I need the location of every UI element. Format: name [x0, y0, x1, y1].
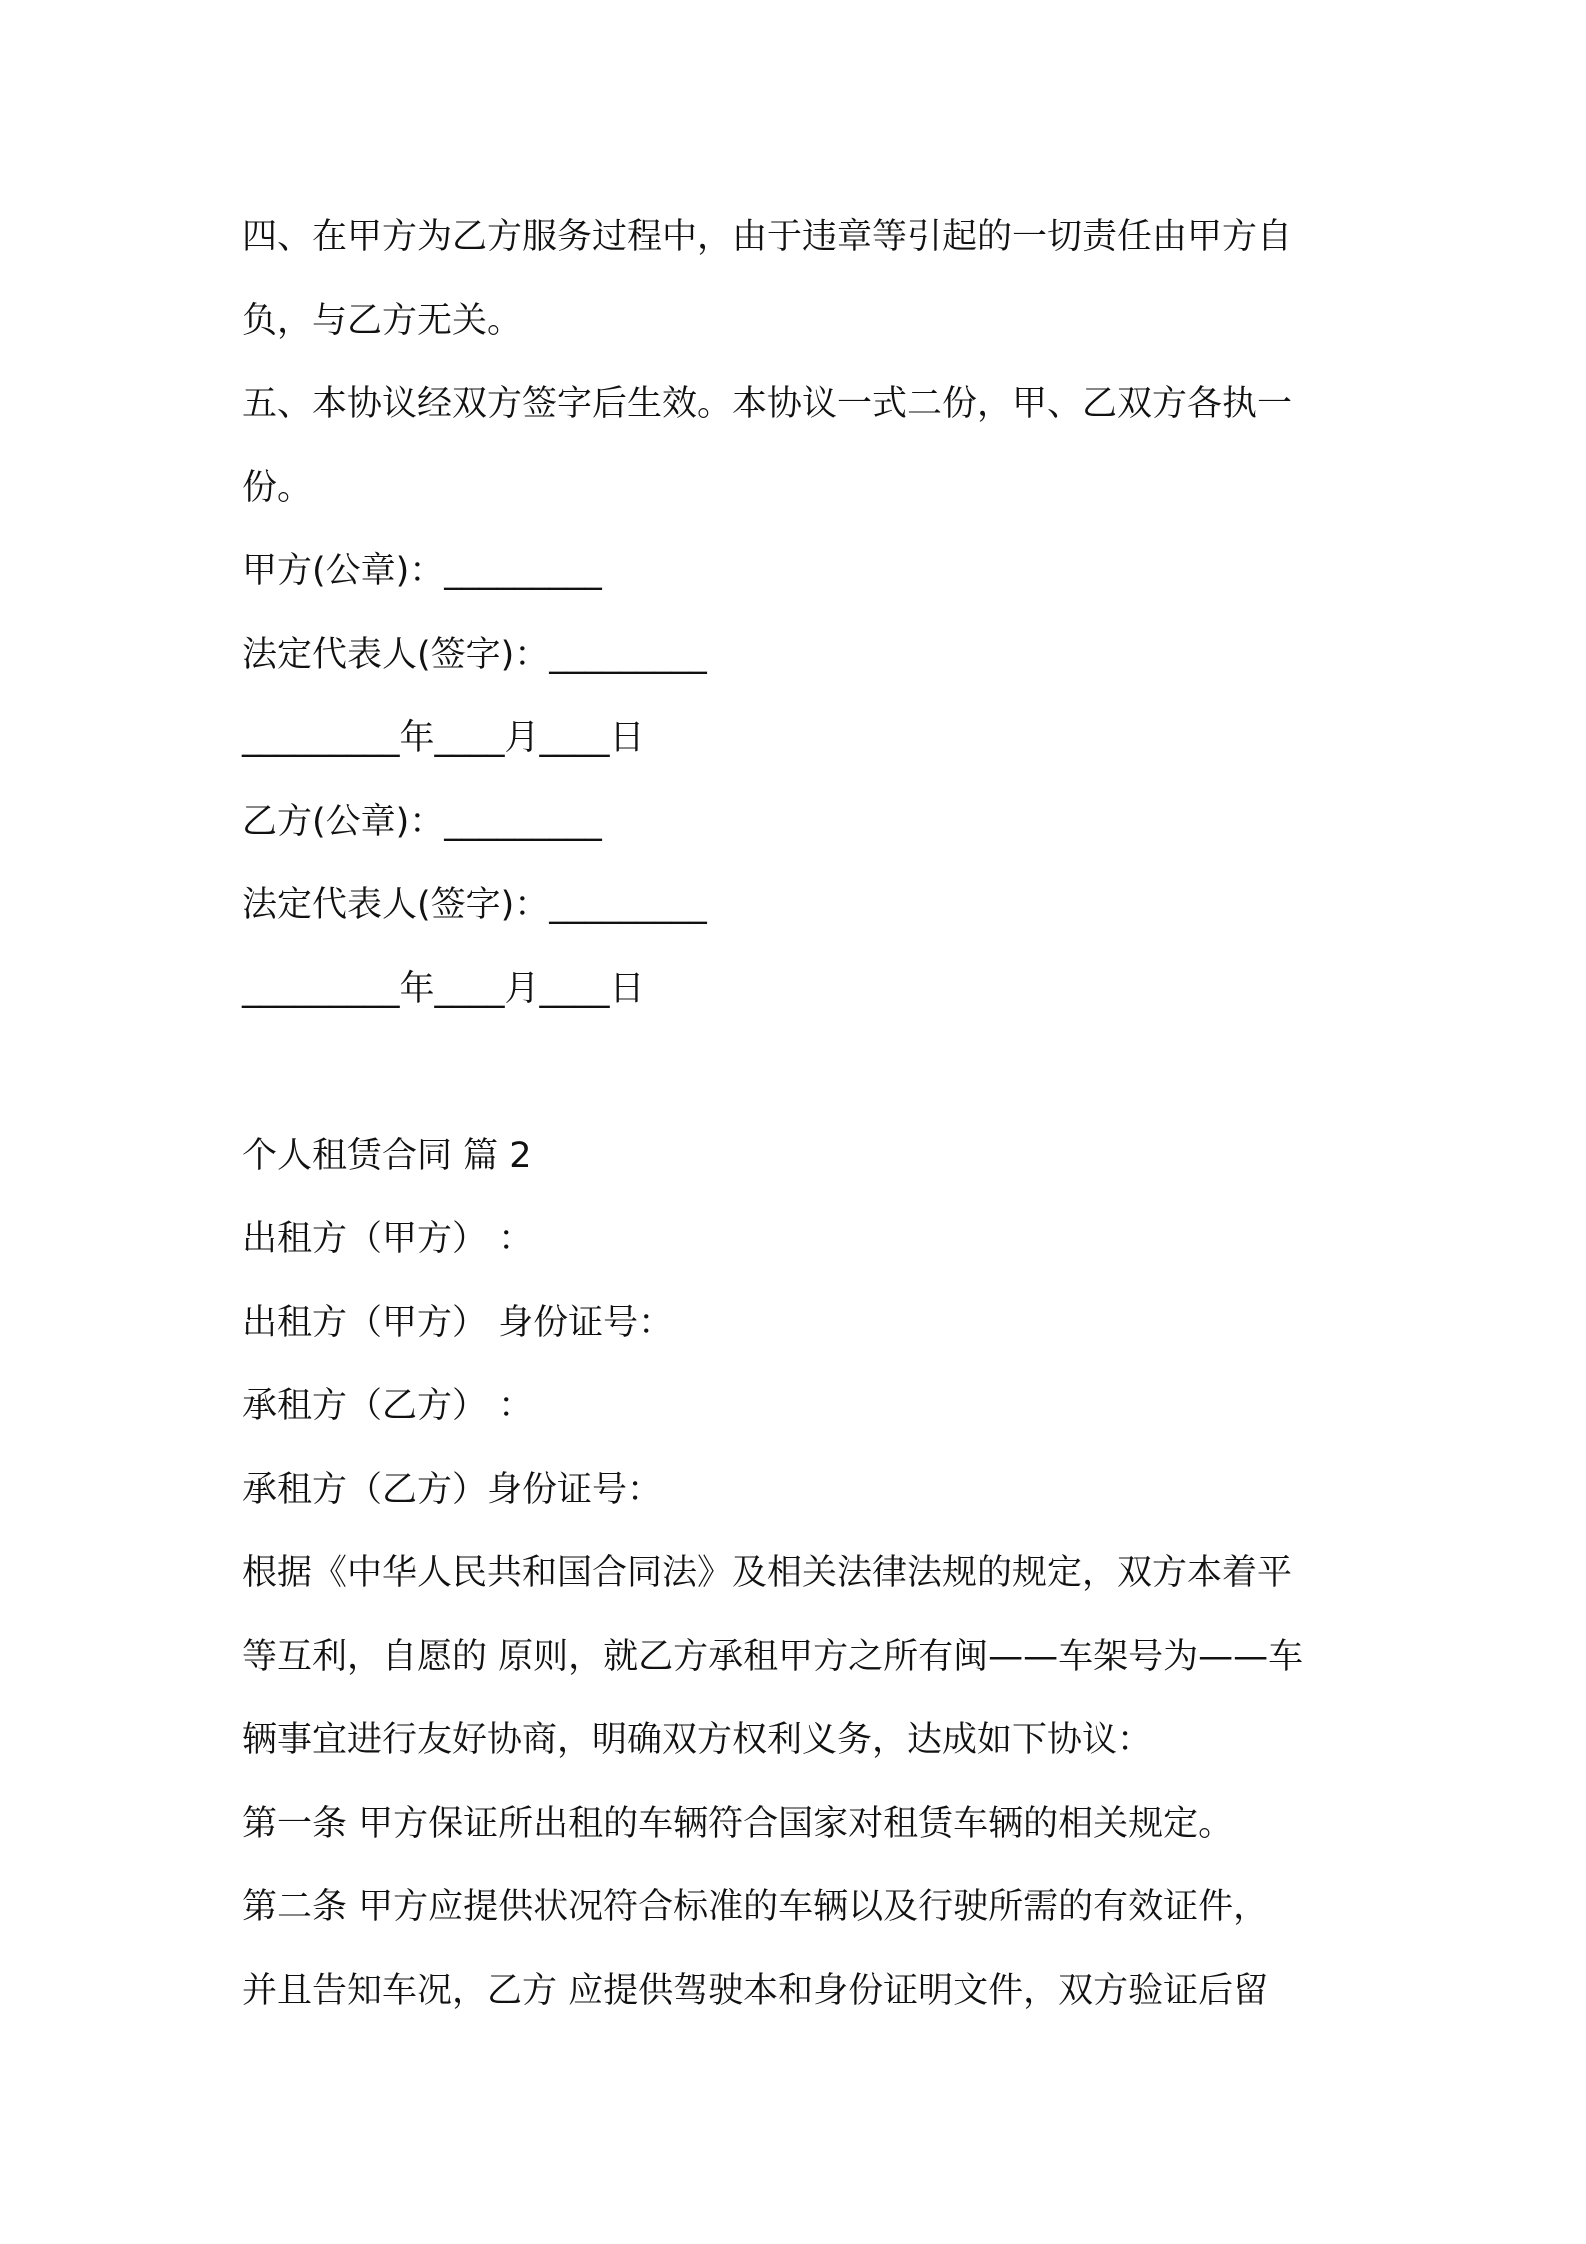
lessee-line: 承租方（乙方） ：	[242, 1386, 534, 1426]
party-a-seal-line: 甲方(公章)：_________	[242, 551, 602, 591]
party-b-seal-line: 乙方(公章)：_________	[242, 801, 602, 842]
article-1-line: 第一条 甲方保证所出租的车辆符合国家对租赁车辆的相关规定。	[242, 1803, 1234, 1844]
party-b-date-line: _________年____月____日	[242, 968, 645, 1009]
lessee-id-line: 承租方（乙方）身份证号：	[242, 1469, 663, 1510]
lessor-id-line: 出租方（甲方） 身份证号：	[242, 1302, 674, 1343]
clause-4-line-2: 负，与乙方无关。	[242, 300, 523, 341]
clause-5-line-1: 五、本协议经双方签字后生效。本协议一式二份，甲、乙双方各执一	[242, 384, 1293, 424]
section-2-title: 个人租赁合同 篇 2	[242, 1135, 532, 1176]
article-2-line-2: 并且告知车况，乙方 应提供驾驶本和身份证明文件，双方验证后留	[242, 1970, 1269, 2011]
clause-5-line-2: 份。	[242, 467, 313, 508]
preamble-line-2: 等互利，自愿的 原则，就乙方承租甲方之所有闽——车架号为——车	[242, 1636, 1304, 1677]
document-body	[242, 196, 1362, 2033]
preamble-line-1: 根据《中华人民共和国合同法》及相关法律法规的规定，双方本着平	[242, 1553, 1293, 1593]
party-b-representative-line: 法定代表人(签字)：_________	[242, 885, 707, 925]
section-gap	[242, 1031, 1362, 1115]
article-2-line-1: 第二条 甲方应提供状况符合标准的车辆以及行驶所需的有效证件，	[242, 1887, 1269, 1927]
party-a-date-line: _________年____月____日	[242, 718, 645, 758]
party-a-representative-line: 法定代表人(签字)：_________	[242, 634, 707, 675]
clause-4-line-1: 四、在甲方为乙方服务过程中，由于违章等引起的一切责任由甲方自	[242, 217, 1293, 257]
preamble-line-3: 辆事宜进行友好协商，明确双方权利义务，达成如下协议：	[242, 1720, 1153, 1760]
lessor-line: 出租方（甲方） ：	[242, 1219, 534, 1259]
